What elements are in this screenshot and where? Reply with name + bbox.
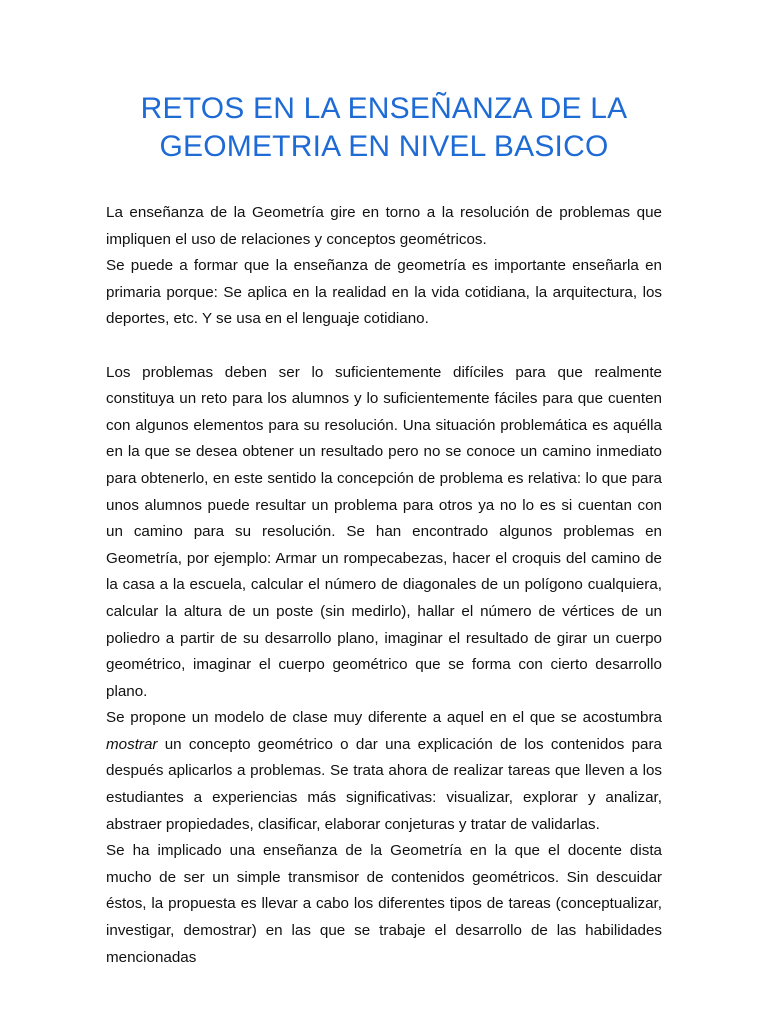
emphasis-mostrar: mostrar bbox=[106, 735, 158, 753]
document-body bbox=[106, 200, 662, 971]
paragraph-spacer bbox=[106, 333, 662, 360]
paragraph-4 bbox=[106, 705, 662, 838]
title-line-1: RETOS EN LA ENSEÑANZA DE LA bbox=[140, 92, 628, 125]
paragraph-4-rest: un concepto geométrico o dar una explicación de los contenidos para después aplicarlos a problemas. Se trata ahora de realizar tareas que lleven a los estudiantes a experiencias más significativas: visualizar, explorar y analizar, abstraer propiedades, clasificar, elaborar conjeturas y tratar de validarlas. bbox=[106, 735, 662, 833]
paragraph-1: La enseñanza de la Geometría gire en torno a la resolución de problemas que impliquen el uso de relaciones y conceptos geométricos. bbox=[106, 204, 662, 248]
paragraph-2: Se puede a formar que la enseñanza de geometría es importante enseñarla en primaria porque: Se aplica en la realidad en la vida cotidiana, la arquitectura, los deportes, etc. Y se usa en el lenguaje cotidiano. bbox=[106, 257, 662, 328]
paragraph-5: Se ha implicado una enseñanza de la Geometría en la que el docente dista mucho de ser un simple transmisor de contenidos geométricos. Sin descuidar éstos, la propuesta es llevar a cabo los diferentes tipos de tareas (conceptualizar, investigar, demostrar) en las que se trabaje el desarrollo de las habilidades mencionadas bbox=[106, 842, 662, 966]
document-title bbox=[0, 90, 768, 166]
paragraph-4-start: Se propone un modelo de clase muy diferente a aquel en el que se acostumbra bbox=[106, 709, 662, 727]
paragraph-3: Los problemas deben ser lo suficientemente difíciles para que realmente constituya un reto para los alumnos y lo suficientemente fáciles para que cuenten con algunos elementos para su resolución. Una situación problemática es aquélla en la que se desea obtener un resultado pero no se conoce un camino inmediato para obtenerlo, en este sentido la concepción de problema es relativa: lo que para unos alumnos puede resultar un problema para otros ya no lo es si cuentan con un camino para su resolución. Se han encontrado algunos problemas en Geometría, por ejemplo: Armar un rompecabezas, hacer el croquis del camino de la casa a la escuela, calcular el número de diagonales de un polígono cualquiera, calcular la altura de un poste (sin medirlo), hallar el número de vértices de un poliedro a partir de su desarrollo plano, imaginar el resultado de girar un cuerpo geométrico, imaginar el cuerpo geométrico que se forma con cierto desarrollo plano. bbox=[106, 363, 662, 700]
title-line-2: GEOMETRIA EN NIVEL BASICO bbox=[159, 130, 609, 163]
